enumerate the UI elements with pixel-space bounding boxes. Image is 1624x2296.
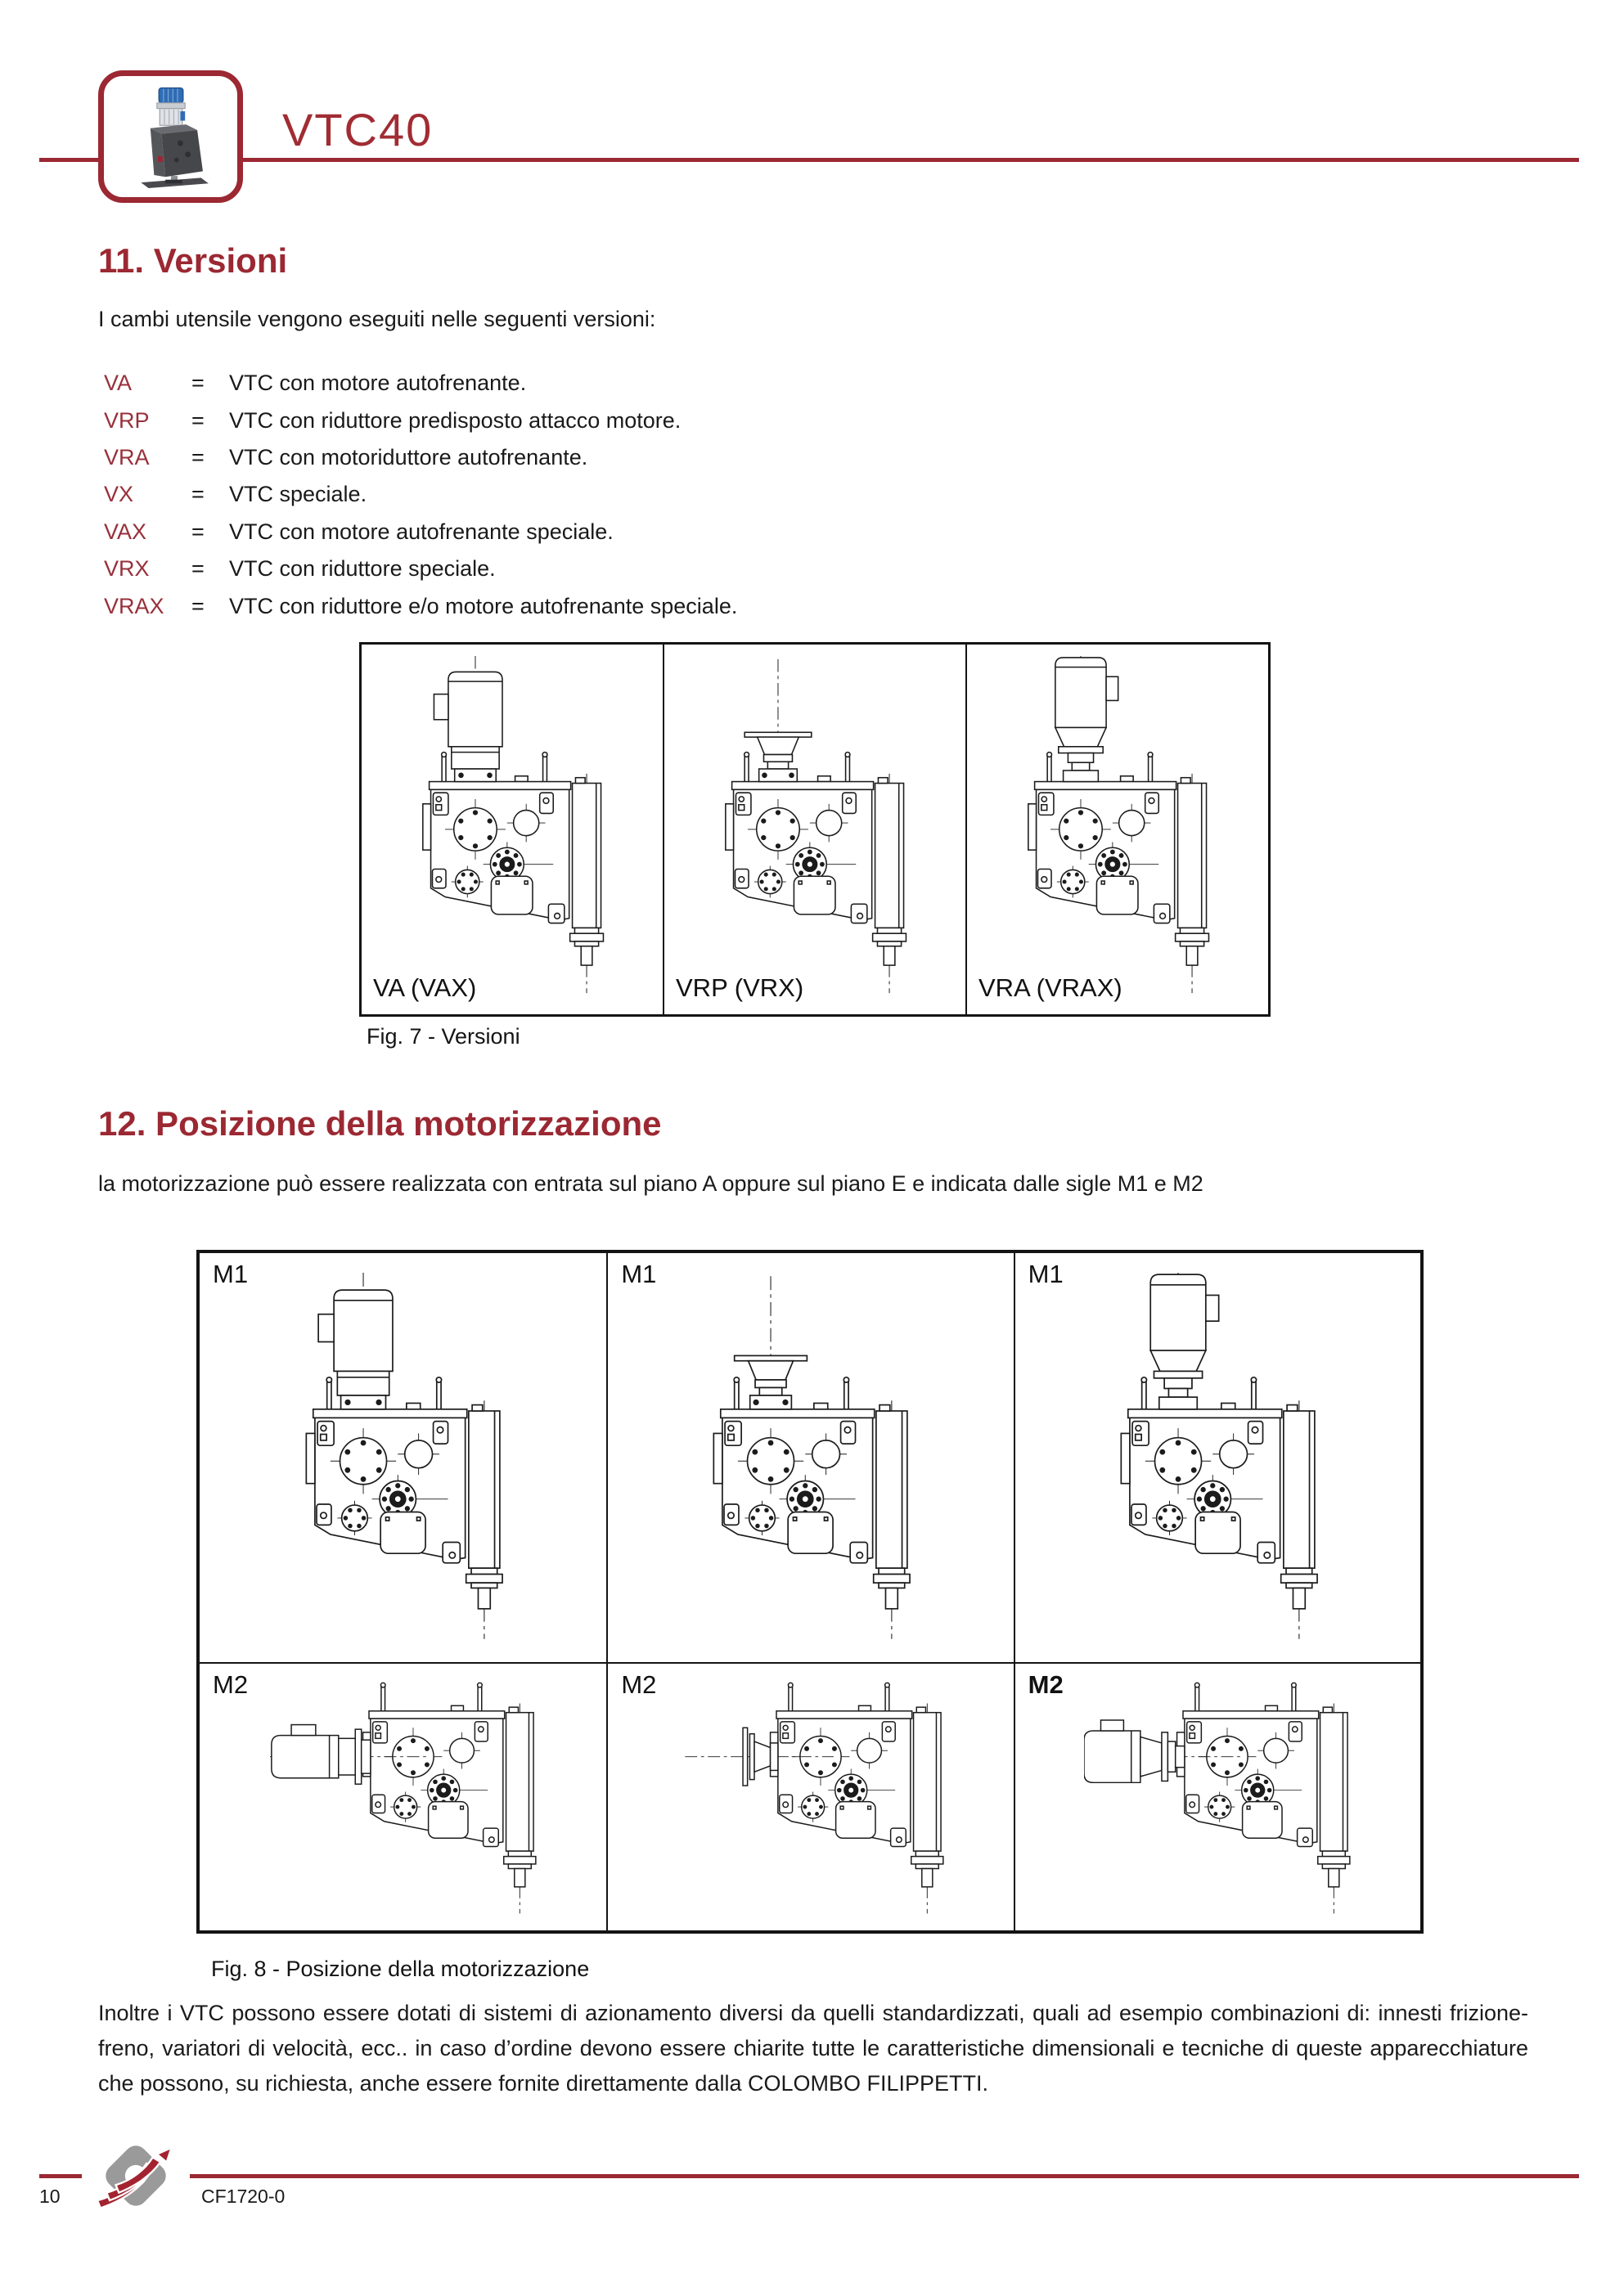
version-code: VRAX (104, 593, 164, 618)
product-photo (123, 85, 219, 188)
list-item (104, 402, 737, 438)
versions-list (104, 365, 737, 625)
figure-8-caption: Fig. 8 - Posizione della motorizzazione (211, 1957, 590, 1981)
vrp-drawing (721, 656, 908, 996)
m2-flange-drawing (677, 1676, 944, 1918)
m1-motor-drawing (301, 1273, 505, 1642)
m2-gearmotor-drawing (1084, 1676, 1351, 1918)
fig8-label: M1 (621, 1260, 657, 1288)
fig8-cell-m1-motor (200, 1253, 606, 1662)
fig7-label-va: VA (VAX) (373, 973, 477, 1002)
section-12-title: 12. Posizione della motorizzazione (98, 1104, 662, 1143)
fig7-label-vrp: VRP (VRX) (676, 973, 804, 1002)
version-code: VX (104, 482, 134, 507)
list-item (104, 365, 737, 402)
figure-8 (196, 1250, 1424, 1934)
equals-sign: = (191, 407, 205, 433)
header-rule (39, 158, 1579, 162)
fig8-label: M1 (213, 1260, 249, 1288)
figure-7-caption: Fig. 7 - Versioni (367, 1024, 520, 1049)
version-description: VTC con riduttore predisposto attacco motore. (229, 407, 682, 433)
page-title: VTC40 (282, 104, 434, 155)
fig7-label-vra: VRA (VRAX) (978, 973, 1122, 1002)
fig8-label: M2 (213, 1670, 249, 1699)
version-code: VA (104, 371, 133, 396)
equals-sign: = (191, 371, 205, 396)
m1-flange-drawing (709, 1273, 912, 1642)
fig8-cell-m2-flange (606, 1662, 1013, 1930)
version-description: VTC con riduttore speciale. (229, 556, 496, 582)
version-code: VAX (104, 519, 147, 544)
list-item (104, 550, 737, 587)
equals-sign: = (191, 556, 205, 582)
fig7-panel-va (362, 645, 663, 1014)
footer-rule (39, 2174, 1579, 2178)
m1-gearmotor-drawing (1116, 1273, 1320, 1642)
fig8-cell-m1-gearmotor (1014, 1253, 1420, 1662)
section-11-intro: I cambi utensile vengono eseguiti nelle seguenti versioni: (98, 307, 656, 331)
equals-sign: = (191, 444, 205, 470)
version-description: VTC con riduttore e/o motore autofrenante speciale. (229, 593, 738, 618)
fig7-panel-vrp (663, 645, 965, 1014)
company-logo (82, 2135, 190, 2217)
list-item (104, 476, 737, 513)
section-12-body: Inoltre i VTC possono essere dotati di sistemi di azionamento diversi da quelli standardizzati, quali ad esempio combinazioni di: innesti frizione-freno, variatori di velocità, ecc.. in caso d’ordine devono essere chiarite tutte le caratteristiche dimensionali e tecniche di queste apparecchiature che possono, su richiesta, anche essere fornite direttamente dalla COLOMBO FILIPPETTI. (98, 2001, 1528, 2096)
version-code: VRP (104, 407, 150, 433)
header-logo-frame (98, 70, 243, 203)
equals-sign: = (191, 482, 205, 507)
fig8-label: M2 (621, 1670, 657, 1699)
fig8-label: M1 (1028, 1260, 1064, 1288)
version-description: VTC con motore autofrenante. (229, 371, 527, 396)
equals-sign: = (191, 593, 205, 618)
fig8-cell-m2-gearmotor (1014, 1662, 1420, 1930)
fig7-panel-vra (965, 645, 1268, 1014)
figure-7 (359, 642, 1271, 1017)
version-description: VTC con motore autofrenante speciale. (229, 519, 614, 544)
version-description: VTC speciale. (229, 482, 367, 507)
m2-motor-drawing (270, 1676, 537, 1918)
list-item (104, 439, 737, 476)
fig8-cell-m2-motor (200, 1662, 606, 1930)
equals-sign: = (191, 519, 205, 544)
vra-drawing (1023, 656, 1211, 996)
section-11-title: 11. Versioni (98, 241, 288, 280)
section-12-intro: la motorizzazione può essere realizzata con entrata sul piano A oppure sul piano E e indicata dalle sigle M1 e M2 (98, 1171, 1203, 1196)
version-code: VRX (104, 556, 150, 582)
fig8-label: M2 (1028, 1670, 1064, 1699)
version-description: VTC con motoriduttore autofrenante. (229, 444, 588, 470)
va-drawing (418, 656, 605, 996)
page-number: 10 (39, 2186, 61, 2207)
list-item (104, 587, 737, 624)
version-code: VRA (104, 444, 150, 470)
document-code: CF1720-0 (201, 2186, 286, 2207)
list-item (104, 514, 737, 550)
fig8-cell-m1-flange (606, 1253, 1013, 1662)
